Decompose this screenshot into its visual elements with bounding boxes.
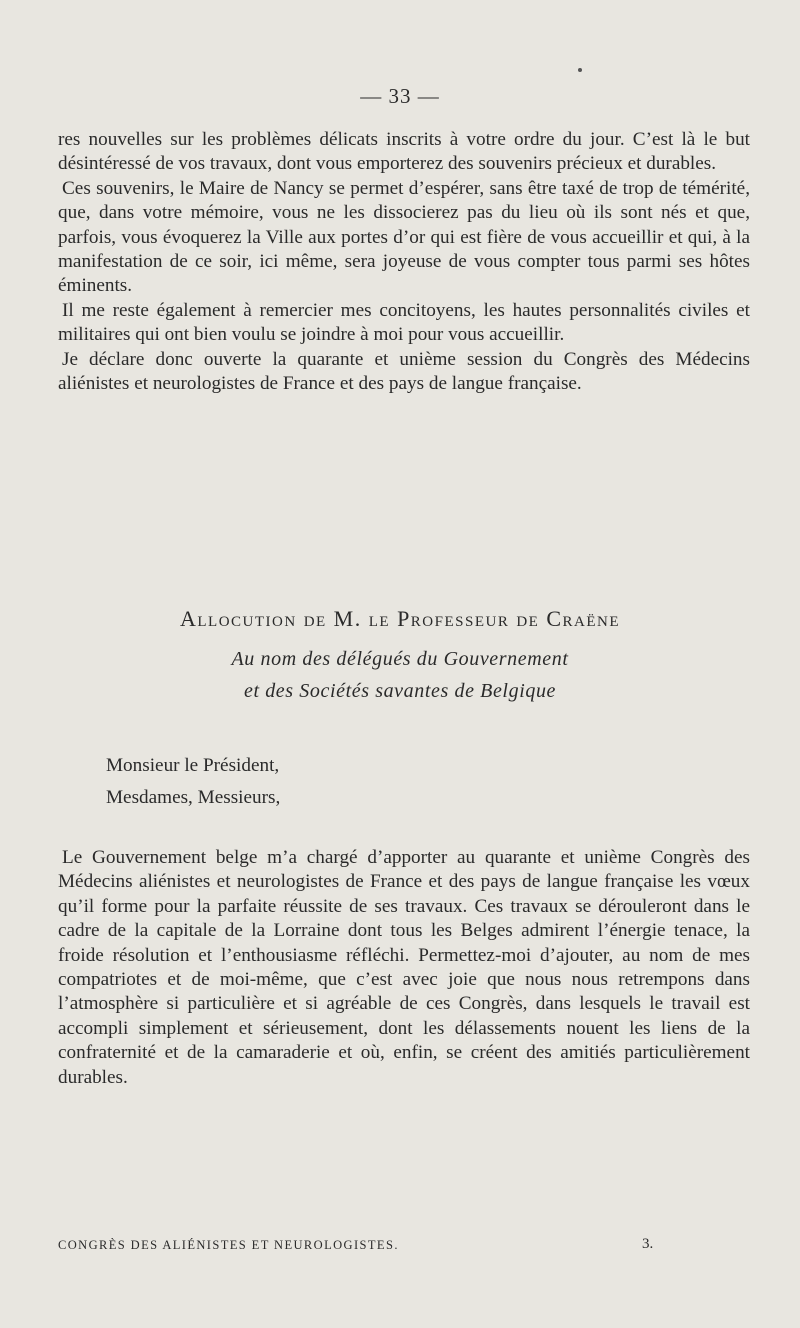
- allocution-body: [58, 846, 750, 1090]
- sheet-number: 3.: [642, 1236, 654, 1252]
- allocution-heading: Allocution de M. le Professeur de Craëne: [179, 606, 620, 631]
- paragraph-allocution: Le Gouvernement belge m’a chargé d’apporter au quarante et unième Congrès des Médecins aliénistes et neurologistes de France et des pays de langue française les vœux qu’il forme pour la parfaite réussite de ses travaux. Ces travaux se dérouleront dans le cadre de la capitale de la Lorraine dont tous les Belges admirent l’énergie tenace, la froide résolution et l’enthousiasme réfléchi. Permettez-moi d’ajouter, au nom de mes compatriotes et de moi-même, que c’est avec joie que nous nous retrempons dans l’atmosphère si particulière et si agréable de ces Congrès, dans lesquels le travail est accompli simplement et sérieusement, dont les délassements nouent les liens de la confraternité et de la camaraderie et où, enfin, se créent des amitiés particulièrement durables.: [58, 847, 750, 1088]
- paragraph-continuation: res nouvelles sur les problèmes délicats inscrits à votre ordre du jour. C’est là le but désintéressé de vos travaux, dont vous emporterez des souvenirs précieux et durables.: [58, 129, 750, 175]
- paragraph-declaration: Je déclare donc ouverte la quarante et unième session du Congrès des Médecins aliénistes et neurologistes de France et des pays de langue française.: [58, 348, 750, 395]
- salutation-line1: Monsieur le Président,: [106, 755, 280, 776]
- top-section: [58, 128, 750, 396]
- ink-dot: [578, 68, 582, 72]
- paragraph-souvenirs: Ces souvenirs, le Maire de Nancy se permet d’espérer, sans être taxé de trop de témérité, que, dans votre mémoire, vous ne les dissocierez pas du lieu où ils sont nés et que, parfois, vous évoquerez la Ville aux portes d’or qui est fière de vous accueillir et qui, à la manifestation de ce soir, ici même, sera joyeuse de vous compter tous parmi ses hôtes éminents.: [58, 177, 750, 297]
- sheet-signature: CONGRÈS DES ALIÉNISTES ET NEUROLOGISTES.: [58, 1238, 399, 1252]
- allocution-subheading-line2: et des Sociétés savantes de Belgique: [243, 680, 557, 702]
- paragraph-remerciements: Il me reste également à remercier mes concitoyens, les hautes personnalités civiles et militaires qui ont bien voulu se joindre à moi pour vous accueillir.: [58, 299, 750, 346]
- allocution-subheading-line1: Au nom des délégués du Gouvernement: [231, 648, 569, 670]
- salutation-line2: Mesdames, Messieurs,: [106, 787, 281, 808]
- page-number: — 33 —: [360, 84, 440, 108]
